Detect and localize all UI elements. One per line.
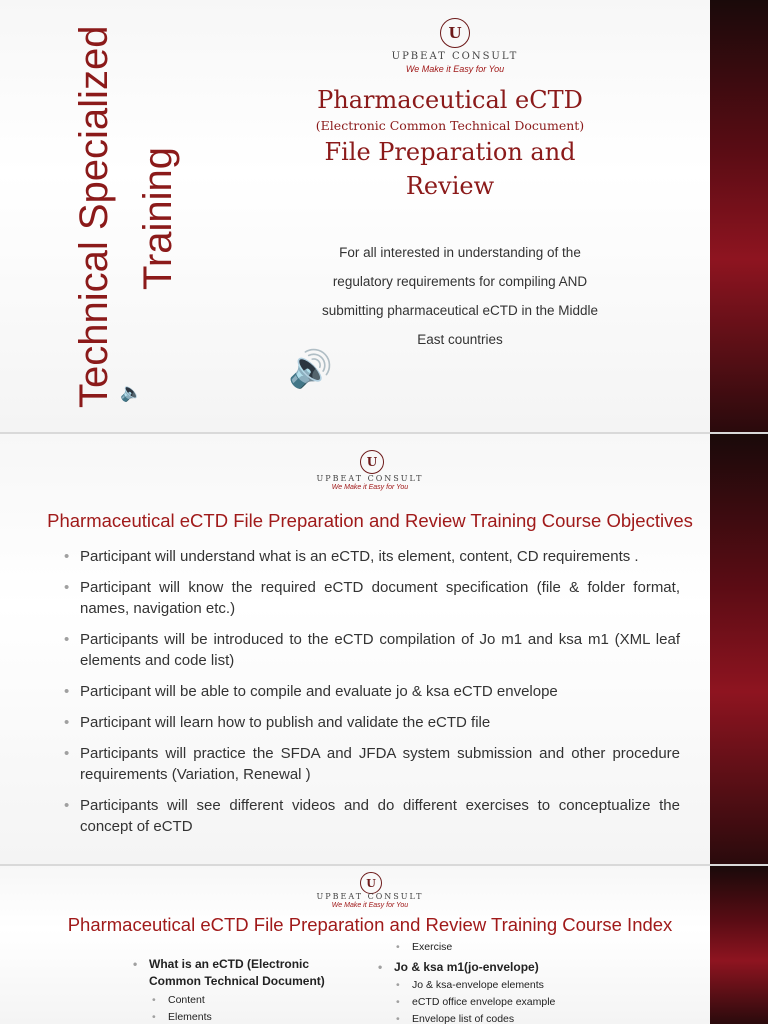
index-text: Jo & ksa-envelope elements <box>412 979 544 991</box>
logo-name: UPBEAT CONSULT <box>391 51 519 62</box>
description-line: submitting pharmaceutical eCTD in the Middle <box>321 303 599 318</box>
vertical-title-line1: Technical Specialized <box>72 25 116 408</box>
logo-tagline: We Make it Easy for You <box>331 902 409 909</box>
title-slide <box>0 0 768 432</box>
logo-icon: U <box>360 450 384 474</box>
logo-icon: U <box>440 18 470 48</box>
logo-icon: U <box>360 872 382 894</box>
slide-title-line2: File Preparation and <box>324 138 576 166</box>
slide-title-line3: Review <box>405 172 495 200</box>
decorative-side-bar <box>710 866 768 1024</box>
index-text: Elements <box>168 1011 212 1023</box>
index-text: What is an eCTD (Electronic <box>149 957 310 971</box>
objective-text: Participants will see different videos and do different exercises to conceptualize the concept of eCTD <box>80 797 680 835</box>
list-item: • Participants will be introduced to the eCTD compilation of Jo m1 and ksa m1 (XML leaf elements and code list) <box>64 631 680 669</box>
list-item: • Jo & ksa m1(jo-envelope) <box>378 960 539 974</box>
objective-text: Participant will know the required eCTD document specification (file & folder format, names, navigation etc.) <box>80 579 680 617</box>
objectives-list <box>62 546 680 847</box>
logo-name: UPBEAT CONSULT <box>316 474 424 483</box>
speaker-icon[interactable]: 🔈 <box>120 382 143 402</box>
description-line: East countries <box>417 332 503 347</box>
list-item: • Participant will know the required eCTD document specification (file & folder format, names, navigation etc.) <box>64 579 680 617</box>
objective-text: Participant will understand what is an eCTD, its element, content, CD requirements . <box>80 548 639 565</box>
objective-text: Participants will be introduced to the eCTD compilation of Jo m1 and ksa m1 (XML leaf elements and code list) <box>80 631 680 669</box>
list-item: • Elements <box>152 1011 212 1023</box>
list-item: • Content <box>152 994 205 1006</box>
slide-subtitle: (Electronic Common Technical Document) <box>315 118 585 133</box>
list-item: • eCTD office envelope example <box>396 996 556 1008</box>
logo-tagline: We Make it Easy for You <box>331 484 409 491</box>
index-text: Jo & ksa m1(jo-envelope) <box>394 960 539 974</box>
vertical-title-line2: Training <box>136 146 180 290</box>
objectives-slide <box>0 434 768 864</box>
description <box>300 238 620 354</box>
list-item: • Participant will learn how to publish and validate the eCTD file <box>64 714 491 731</box>
index-text: eCTD office envelope example <box>412 996 556 1008</box>
index-text: Envelope list of codes <box>412 1013 515 1024</box>
description-line: regulatory requirements for compiling AND <box>332 274 588 289</box>
logo-name: UPBEAT CONSULT <box>316 892 424 901</box>
slide-title: Pharmaceutical eCTD <box>317 86 583 114</box>
list-item: • Participant will be able to compile and evaluate jo & ksa eCTD envelope <box>64 683 558 700</box>
index-text: Content <box>168 994 205 1006</box>
index-text: Exercise <box>412 941 453 953</box>
objectives-title: Pharmaceutical eCTD File Preparation and Review Training Course Objectives <box>47 510 693 531</box>
decorative-side-bar <box>710 434 768 864</box>
list-item: • Participant will understand what is an eCTD, its element, content, CD requirements . <box>64 548 639 565</box>
index-title: Pharmaceutical eCTD File Preparation and Review Training Course Index <box>67 914 673 935</box>
list-item: • What is an eCTD (Electronic <box>133 957 310 971</box>
list-item: • Participants will practice the SFDA and JFDA system submission and other procedure requirements (Variation, Renewal ) <box>64 745 680 783</box>
index-slide <box>0 866 768 1024</box>
list-item: • Jo & ksa-envelope elements <box>396 979 544 991</box>
list-item: • Envelope list of codes <box>396 1013 515 1024</box>
index-text: Common Technical Document) <box>149 974 325 988</box>
objective-text: Participant will be able to compile and evaluate jo & ksa eCTD envelope <box>80 683 558 700</box>
objective-text: Participant will learn how to publish and validate the eCTD file <box>80 714 491 731</box>
description-line: For all interested in understanding of the <box>339 245 581 260</box>
decorative-side-bar <box>710 0 768 432</box>
objective-text: Participants will practice the SFDA and JFDA system submission and other procedure requirements (Variation, Renewal ) <box>80 745 680 783</box>
list-item: • Participants will see different videos and do different exercises to conceptualize the concept of eCTD <box>64 797 680 835</box>
speaker-icon[interactable]: 🔊 <box>288 348 333 389</box>
logo-tagline: We Make it Easy for You <box>405 64 505 74</box>
list-item: • Exercise <box>396 941 453 953</box>
